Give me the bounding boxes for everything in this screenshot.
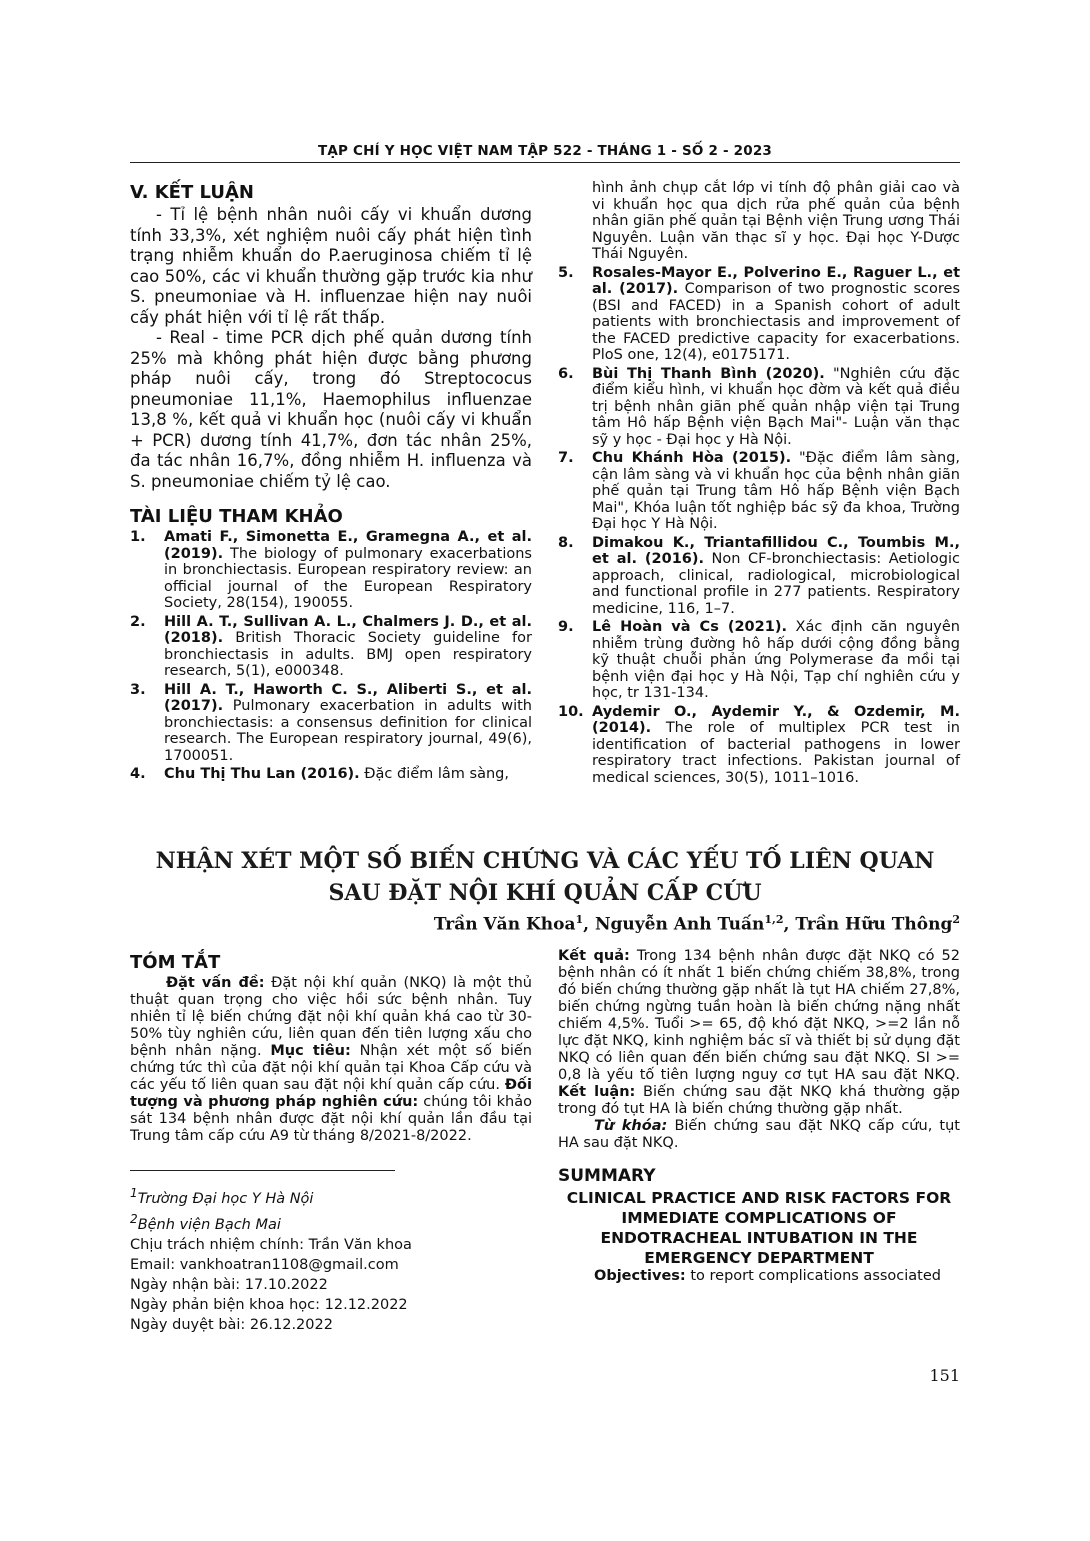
reference-authors: Rosales-Mayor E., Polverino E., Raguer L., et al. (2017). xyxy=(592,264,960,297)
reference-list-right xyxy=(558,180,960,786)
abstract-methods: chúng tôi khảo sát 134 bệnh nhân được đặt nội khí quản lần đầu tại Trung tâm cấp cứu A9 từ tháng 8/2021-8/2022. xyxy=(130,1094,532,1144)
reference-number: 8. xyxy=(558,534,574,551)
article-title-line-2: SAU ĐẶT NỘI KHÍ QUẢN CẤP CỨU xyxy=(328,880,762,906)
reference-body xyxy=(592,450,960,533)
reference-body xyxy=(164,682,532,765)
reference-text: Non CF-bronchiectasis: Aetiologic approach, clinical, radiological, microbiological and functional profile in 277 patients. Respiratory medicine, 116, 1–7. xyxy=(592,551,960,617)
footnote-affiliation-2: $^2$Bệnh viện Bạch Mai xyxy=(130,1211,281,1233)
reference-text: British Thoracic Society guideline for bronchiectasis in adults. BMJ open respiratory research, 5(1), e000348. xyxy=(164,630,532,679)
reference-item xyxy=(558,619,960,702)
reference-body xyxy=(592,619,960,702)
reference-item xyxy=(558,450,960,533)
author-name: Trần Hữu Thông xyxy=(795,914,953,935)
reference-body xyxy=(164,614,532,680)
reference-authors: Aydemir O., Aydemir Y., & Ozdemir, M. (2014). xyxy=(592,703,960,736)
page-number: 151 xyxy=(929,1366,960,1385)
author-line: Trần Văn Khoa$^1$, Nguyễn Anh Tuấn$^{1,2}$, Trần Hữu Thông$^2$ xyxy=(433,913,960,935)
reference-number: 5. xyxy=(558,264,574,281)
label-results: Kết quả: xyxy=(558,948,630,964)
footnote-received: Ngày nhận bài: 17.10.2022 xyxy=(130,1276,328,1293)
reference-number: 9. xyxy=(558,619,574,635)
reference-text: Xác định căn nguyên nhiễm trùng đường hô hấp dưới cộng đồng bằng kỹ thuật chuỗi phản ứng Polymerase đa mồi tại bệnh viện đại học y Hà Nội, Tạp chí nghiên cứu y học, tr 131-134. xyxy=(592,619,960,701)
reference-item xyxy=(558,180,960,263)
abstract-objective: Nhận xét một số biến chứng tức thì của đặt nội khí quản tại Khoa Cấp cứu và các yếu tố liên quan sau đặt nội khí quản cấp cứu. xyxy=(130,1043,532,1093)
reference-body xyxy=(592,265,960,364)
label-keywords: Từ khóa: xyxy=(594,1118,668,1134)
article-title-line-1: NHẬN XÉT MỘT SỐ BIẾN CHỨNG VÀ CÁC YẾU TỐ LIÊN QUAN xyxy=(155,848,935,874)
reference-item xyxy=(558,535,960,618)
reference-text: hình ảnh chụp cắt lớp vi tính độ phân giải cao và vi khuẩn học qua dịch rửa phế quản của bệnh nhân giãn phế quản tại Bệnh viện Trung ương Thái Nguyên. Luận văn thạc sĩ y học. Đại học Y-Dược Thái Nguyên. xyxy=(592,180,960,262)
summary-heading: SUMMARY xyxy=(558,1166,656,1186)
reference-number: 3. xyxy=(130,681,146,698)
reference-item xyxy=(130,529,532,612)
abstract-background: Đặt nội khí quản (NKQ) là một thủ thuật quan trọng cho việc hồi sức bệnh nhân. Tuy nhiên tỉ lệ biến chứng đặt nội khí quản khá cao từ 30-50% tùy nghiên cứu, liên quan đến tiên lượng xấu cho bệnh nhân nặng. xyxy=(130,975,532,1059)
abstract-keywords: Từ khóa: Biến chứng sau đặt NKQ cấp cứu, tụt HA sau đặt NKQ. xyxy=(558,1118,960,1151)
reference-authors: Hill A. T., Sullivan A. L., Chalmers J. D., et al. (2018). xyxy=(164,613,532,646)
reference-body xyxy=(592,366,960,449)
label-background: Đặt vấn đề: xyxy=(166,975,265,991)
abstract-results: Kết quả: Trong 134 bệnh nhân được đặt NKQ có 52 bệnh nhân có ít nhất 1 biến chứng chiếm 38,8%, trong đó biến chứng thường gặp nhất là tụt HA chiếm 27,8%, biến chứng ngừng tuần hoàn là biến chứng nặng nhất chiếm 4,5%. Tuổi >= 65, độ khó đặt NKQ, >=2 lần nỗ lực đặt NKQ, kinh nghiệm bác sĩ và thiết bị sử dụng đặt NKQ có liên quan đến biến chứng sau đặt NKQ. SI >= 0,8 là yếu tố tiên lượng nguy cơ tụt HA sau đặt NKQ. Kết luận: Biến chứng sau đặt NKQ khá thường gặp trong đó tụt HA là biến chứng thường gặp nhất. xyxy=(558,948,961,1117)
article-title xyxy=(130,845,960,909)
journal-header: TẠP CHÍ Y HỌC VIỆT NAM TẬP 522 - THÁNG 1 - SỐ 2 - 2023 xyxy=(317,143,773,159)
right-column xyxy=(558,180,960,788)
abstract-left-column xyxy=(130,952,532,1145)
author-affiliation-mark: 1,2 xyxy=(764,913,784,926)
author-name: Trần Văn Khoa xyxy=(433,914,576,935)
reference-body xyxy=(164,766,532,783)
reference-number: 10. xyxy=(558,703,584,720)
abstract-text xyxy=(130,975,532,1145)
label-objectives: Objectives: xyxy=(594,1268,686,1284)
abstract-right-column xyxy=(558,948,960,1285)
reference-text: Comparison of two prognostic scores (BSI and FACED) in a Spanish cohort of adult patients with bronchiectasis and improvement of the FACED predictive capacity for exacerbations. PloS one, 12(4), e0175171. xyxy=(592,281,960,363)
reference-authors: Bùi Thị Thanh Bình (2020). xyxy=(592,365,825,382)
reference-number: 2. xyxy=(130,613,146,630)
reference-text: The biology of pulmonary exacerbations in bronchiectasis. European respiratory review: an official journal of the European Respiratory Society, 28(154), 190055. xyxy=(164,545,532,611)
reference-number: 7. xyxy=(558,450,574,466)
reference-authors: Hill A. T., Haworth C. S., Aliberti S., et al. (2017). xyxy=(164,681,532,714)
footnotes xyxy=(130,1183,412,1335)
reference-text: The role of multiplex PCR test in identification of bacterial pathogens in lower respiratory tract infections. Pakistan journal of medical sciences, 30(5), 1011–1016. xyxy=(592,720,960,786)
reference-authors: Dimakou K., Triantafillidou C., Toumbis M., et al. (2016). xyxy=(592,534,960,567)
left-column xyxy=(130,184,532,785)
reference-item xyxy=(558,704,960,787)
reference-item xyxy=(130,614,532,680)
conclusion-paragraph-2: - Real - time PCR dịch phế quản dương tính 25% mà không phát hiện được bằng phương pháp nuôi cấy, trong đó Streptococus pneumoniae 11,1%, Haemophilus influenzae 13,8 %, kết quả vi khuẩn học (nuôi cấy vi khuẩn + PCR) dương tính 41,7%, đơn tác nhân 25%, đa tác nhân 16,7%, đồng nhiễm H. influenza và S. pneumoniae chiếm tỷ lệ cao. xyxy=(130,328,532,491)
reference-item xyxy=(130,682,532,765)
reference-body xyxy=(592,180,960,263)
abstract-heading: TÓM TẮT xyxy=(130,952,221,973)
reference-item xyxy=(130,766,532,783)
reference-body xyxy=(592,704,960,787)
footnote-accepted: Ngày duyệt bài: 26.12.2022 xyxy=(130,1316,333,1333)
reference-authors: Lê Hoàn và Cs (2021). xyxy=(592,619,787,635)
reference-text: "Nghiên cứu đặc điểm kiểu hình, vi khuẩn học đờm và kết quả điều trị bệnh nhân giãn phế quản nhập viện tại Trung tâm Hô hấp Bệnh viện Bạch Mai"- Luận văn thạc sỹ y học - Đại học y Hà Nội. xyxy=(592,365,960,448)
footnote-reviewed: Ngày phản biện khoa học: 12.12.2022 xyxy=(130,1296,408,1313)
reference-number: 1. xyxy=(130,529,146,545)
reference-item xyxy=(558,366,960,449)
reference-list-left xyxy=(130,529,532,783)
reference-authors: Amati F., Simonetta E., Gramegna A., et al. (2019). xyxy=(164,529,532,562)
summary-objectives: Objectives: to report complications associated xyxy=(594,1268,941,1284)
conclusion-paragraph-1: - Tỉ lệ bệnh nhân nuôi cấy vi khuẩn dương tính 33,3%, xét nghiệm nuôi cấy phát hiện tình trạng nhiễm khuẩn do P.aeruginosa chiếm tỉ lệ cao 50%, các vi khuẩn thường gặp trước kia như S. pneumoniae và H. influenzae hiện nay nuôi cấy phát hiện với tỉ lệ rất thấp. xyxy=(130,205,532,327)
author-name: Nguyễn Anh Tuấn xyxy=(594,914,765,935)
label-objective: Mục tiêu: xyxy=(270,1043,351,1059)
reference-text: "Đặc điểm lâm sàng, cận lâm sàng và vi khuẩn học của bệnh nhân giãn phế quản tại Trung tâm Hô hấp Bệnh viện Bạch Mai", Khóa luận tốt nghiệp bác sỹ đa khoa, Trường Đại học Y Hà Nội. xyxy=(592,450,961,532)
footnote-corresponding: Chịu trách nhiệm chính: Trần Văn khoa xyxy=(130,1236,412,1253)
reference-number: 6. xyxy=(558,365,574,382)
reference-authors: Chu Khánh Hòa (2015). xyxy=(592,450,792,466)
author-affiliation-mark: 2 xyxy=(952,913,960,926)
header-rule xyxy=(130,162,960,163)
footnote-email: Email: vankhoatran1108@gmail.com xyxy=(130,1256,399,1273)
label-conclusion: Kết luận: xyxy=(558,1084,636,1100)
references-heading: TÀI LIỆU THAM KHẢO xyxy=(130,506,343,527)
reference-authors: Chu Thị Thu Lan (2016). xyxy=(164,766,360,782)
label-methods: Đối tượng và phương pháp nghiên cứu: xyxy=(130,1077,532,1110)
reference-number: 4. xyxy=(130,766,146,782)
reference-item xyxy=(558,265,960,364)
author-affiliation-mark: 1 xyxy=(575,913,584,926)
reference-text: Đặc điểm lâm sàng, xyxy=(359,766,509,782)
reference-text: Pulmonary exacerbation in adults with bronchiectasis: a consensus definition for clinical research. The European respiratory journal, 49(6), 1700051. xyxy=(164,698,532,764)
reference-body xyxy=(164,529,532,612)
conclusion-heading: V. KẾT LUẬN xyxy=(130,182,254,203)
reference-body xyxy=(592,535,960,618)
footnote-affiliation-1: $^1$Trường Đại học Y Hà Nội xyxy=(130,1186,314,1207)
summary-title: CLINICAL PRACTICE AND RISK FACTORS FOR IMMEDIATE COMPLICATIONS OF ENDOTRACHEAL INTUBATION IN THE EMERGENCY DEPARTMENT xyxy=(566,1189,952,1267)
reference-number xyxy=(558,180,592,263)
footnote-rule xyxy=(130,1170,395,1171)
